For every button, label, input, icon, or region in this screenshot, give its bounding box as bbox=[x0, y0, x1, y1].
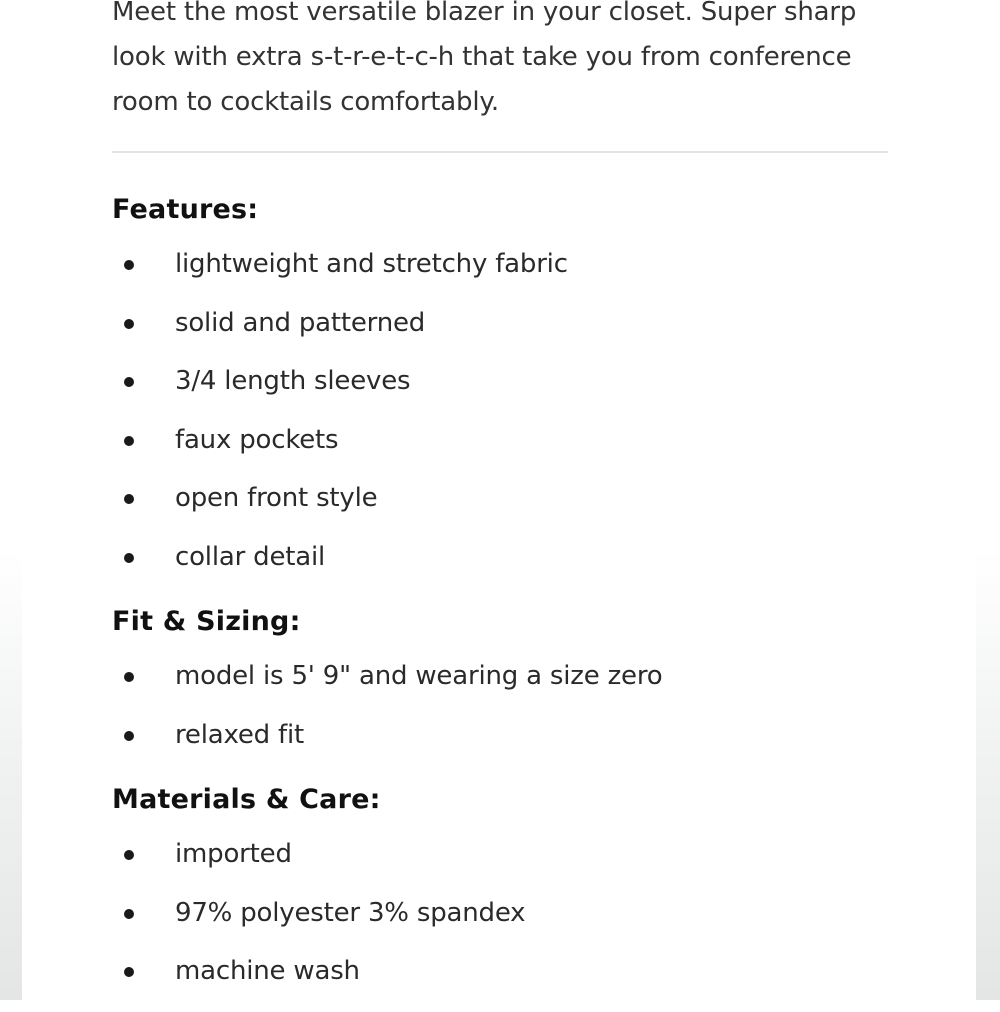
bullet-icon bbox=[124, 731, 134, 741]
list-item-text: 97% polyester 3% spandex bbox=[175, 897, 526, 928]
list-item-text: machine wash bbox=[175, 956, 360, 986]
list-item-text: collar detail bbox=[175, 541, 326, 572]
bullet-icon bbox=[124, 967, 134, 977]
bullet-icon bbox=[124, 494, 134, 504]
bullet-icon bbox=[124, 909, 134, 919]
list-item-text: model is 5' 9" and wearing a size zero bbox=[175, 661, 663, 691]
list-item-text: 3/4 length sleeves bbox=[175, 366, 411, 396]
bullet-icon bbox=[124, 436, 134, 446]
bullet-icon bbox=[124, 377, 134, 387]
section-divider bbox=[112, 151, 888, 153]
bullet-icon bbox=[124, 553, 134, 563]
product-details-card bbox=[22, 0, 976, 1000]
list-item-text: relaxed fit bbox=[175, 719, 304, 750]
bullet-icon bbox=[124, 319, 134, 329]
bullet-icon bbox=[124, 850, 134, 860]
bullet-icon bbox=[124, 672, 134, 682]
fit-sizing-heading: Fit & Sizing: bbox=[112, 606, 301, 637]
list-item-text: lightweight and stretchy fabric bbox=[175, 249, 568, 279]
list-item-text: imported bbox=[175, 839, 292, 869]
bullet-icon bbox=[124, 260, 134, 270]
list-item-text: faux pockets bbox=[175, 424, 339, 455]
list-item-text: open front style bbox=[175, 483, 378, 513]
features-heading: Features: bbox=[112, 194, 259, 225]
list-item-text: solid and patterned bbox=[175, 307, 426, 338]
materials-care-heading: Materials & Care: bbox=[112, 784, 381, 815]
product-description: Meet the most versatile blazer in your closet. Super sharp look with extra s-t-r-e-t-c-h that take you from conference room to cocktails comfortably. bbox=[112, 0, 857, 117]
